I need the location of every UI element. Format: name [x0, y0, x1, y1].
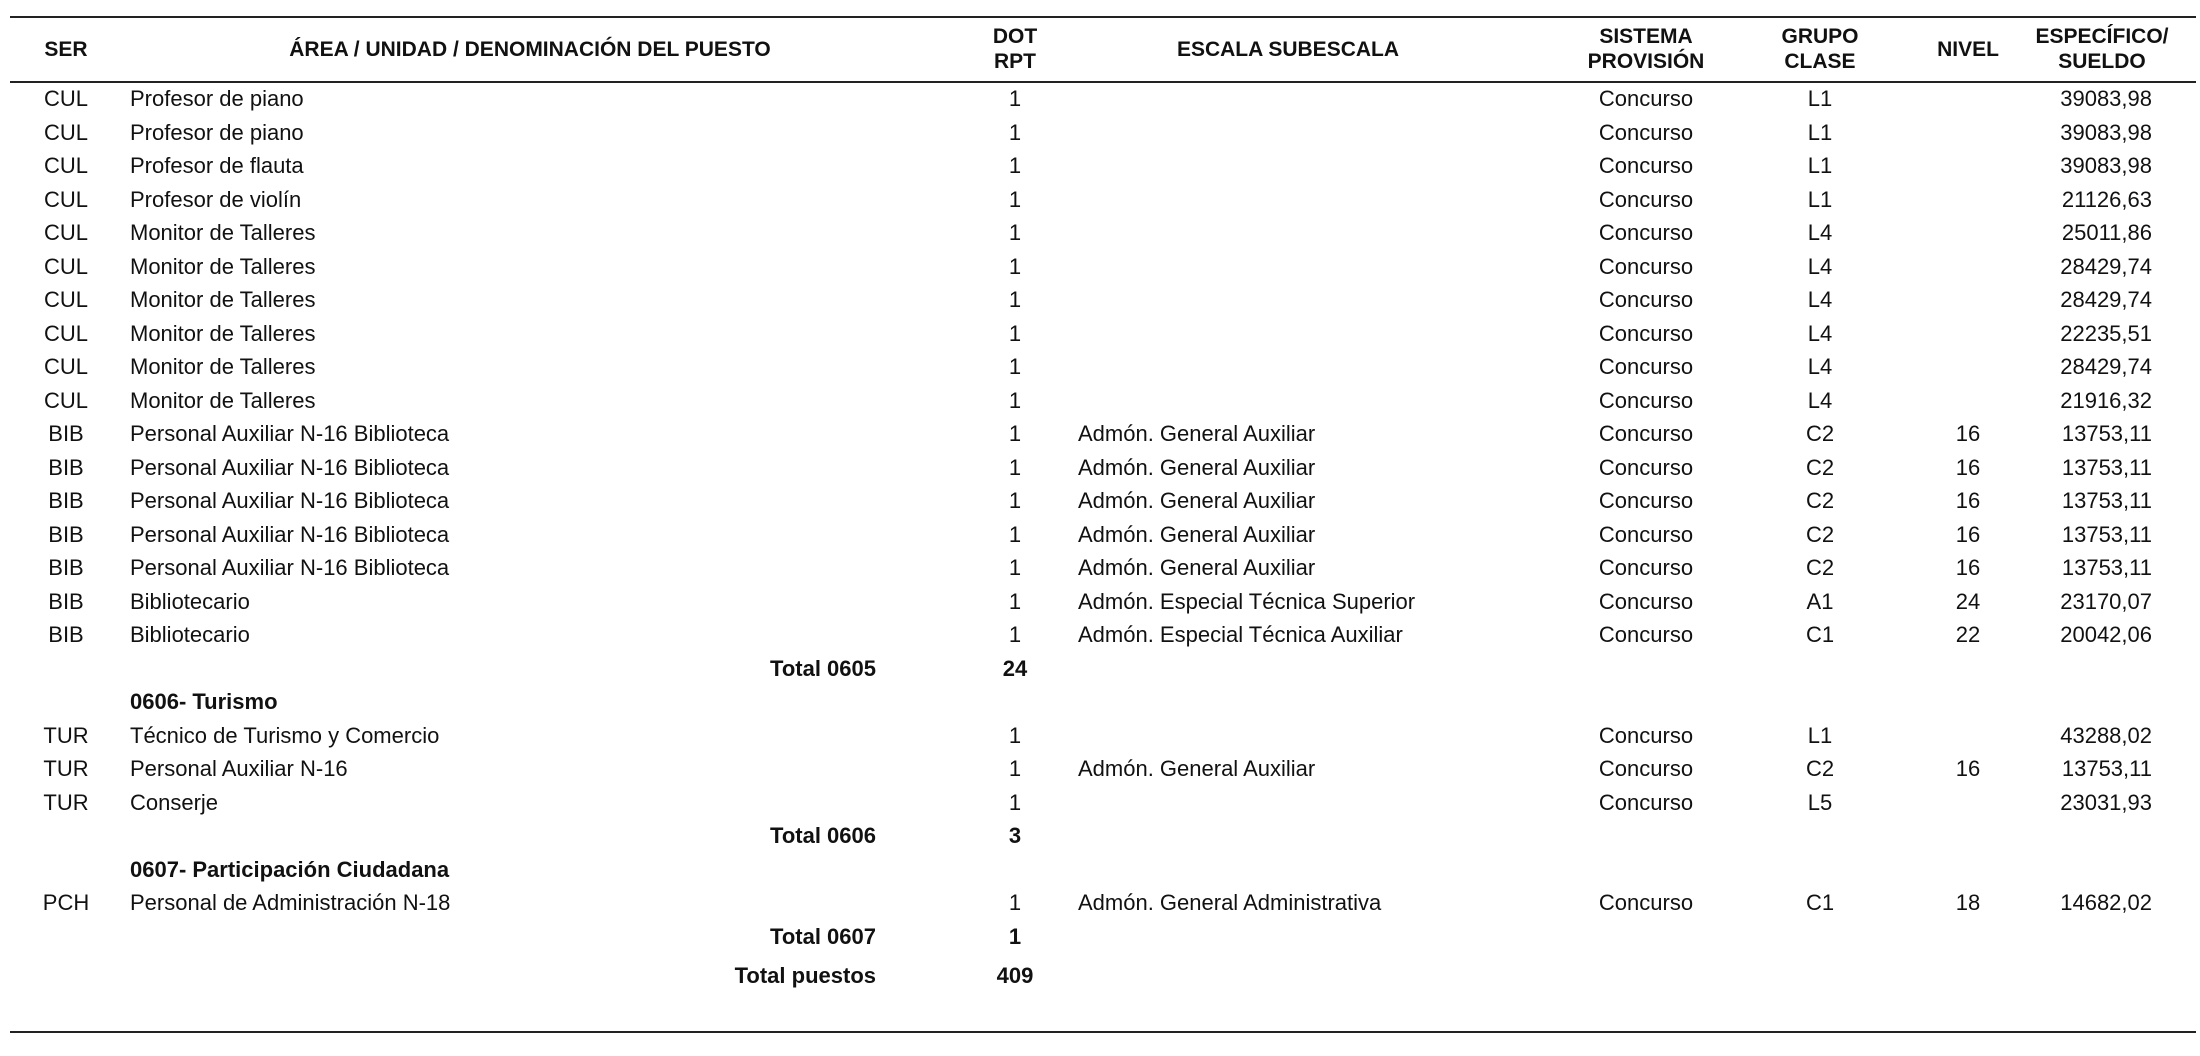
section-heading-row: [0, 853, 2200, 886]
cell-area: Personal Auxiliar N-16 Biblioteca: [130, 421, 450, 446]
cell-sistema: Concurso: [1598, 421, 1694, 446]
cell-grupo: C2: [1805, 555, 1835, 580]
table-row: [0, 183, 2200, 216]
table-row: [0, 283, 2200, 316]
cell-area: Monitor de Talleres: [130, 220, 316, 245]
cell-grupo: C2: [1805, 421, 1835, 446]
total-label: Total 0605: [770, 655, 876, 681]
cell-nivel: 16: [1955, 756, 1981, 781]
cell-especifico: 13753,11: [2061, 454, 2152, 480]
cell-dot-rpt: 1: [1008, 454, 1022, 480]
cell-ser: BIB: [48, 488, 84, 513]
cell-ser: TUR: [43, 756, 89, 781]
cell-sistema: Concurso: [1598, 119, 1694, 145]
cell-grupo: C1: [1805, 622, 1835, 647]
cell-sistema: Concurso: [1598, 220, 1694, 245]
table-row: [0, 417, 2200, 450]
table-row: [0, 250, 2200, 283]
cell-grupo: L1: [1807, 186, 1833, 212]
cell-area: Profesor de violín: [130, 186, 302, 212]
cell-especifico: 28429,74: [2060, 287, 2152, 312]
section-title: 0606- Turismo: [130, 689, 278, 714]
cell-sistema: Concurso: [1598, 387, 1694, 413]
cell-grupo: L4: [1807, 387, 1833, 413]
cell-sistema: Concurso: [1598, 756, 1694, 781]
cell-grupo: L4: [1807, 220, 1833, 245]
cell-area: Monitor de Talleres: [130, 354, 316, 379]
cell-ser: CUL: [43, 320, 88, 346]
cell-ser: CUL: [43, 86, 88, 111]
cell-nivel: 18: [1955, 890, 1981, 915]
total-value: 3: [1008, 823, 1022, 848]
cell-ser: CUL: [43, 220, 88, 245]
cell-sistema: Concurso: [1598, 354, 1694, 379]
cell-sistema: Concurso: [1598, 153, 1694, 178]
cell-sistema: Concurso: [1598, 890, 1694, 915]
cell-especifico: 21126,63: [2061, 186, 2152, 212]
cell-grupo: C2: [1805, 454, 1835, 480]
cell-especifico: 21916,32: [2060, 387, 2152, 413]
cell-sistema: Concurso: [1598, 186, 1694, 212]
cell-grupo: L4: [1807, 287, 1833, 312]
cell-ser: BIB: [48, 454, 84, 480]
cell-grupo: C2: [1805, 488, 1835, 513]
section-title: 0607- Participación Ciudadana: [130, 856, 450, 882]
cell-sistema: Concurso: [1598, 722, 1694, 748]
table-row: [0, 886, 2200, 919]
cell-grupo: L5: [1807, 789, 1833, 815]
cell-area: Personal Auxiliar N-16 Biblioteca: [130, 454, 450, 480]
cell-grupo: C2: [1805, 521, 1835, 547]
cell-especifico: 22235,51: [2060, 320, 2152, 346]
table-bottom-rule: [10, 1031, 2196, 1033]
cell-dot-rpt: 1: [1008, 521, 1022, 547]
cell-dot-rpt: 1: [1008, 421, 1022, 446]
header-escala: ESCALA SUBESCALA: [1176, 37, 1400, 61]
cell-area: Conserje: [130, 789, 219, 815]
table-row: [0, 551, 2200, 584]
total-value: 24: [1002, 655, 1028, 681]
cell-escala: Admón. General Auxiliar: [1078, 488, 1316, 513]
cell-dot-rpt: 1: [1008, 387, 1022, 413]
cell-area: Profesor de piano: [130, 119, 304, 145]
table-row: [0, 719, 2200, 752]
cell-area: Monitor de Talleres: [130, 287, 316, 312]
cell-ser: TUR: [43, 722, 89, 748]
cell-sistema: Concurso: [1598, 320, 1694, 346]
cell-ser: CUL: [43, 287, 88, 312]
cell-nivel: 16: [1955, 521, 1981, 547]
cell-area: Profesor de piano: [130, 86, 304, 111]
cell-area: Personal Auxiliar N-16: [130, 756, 348, 781]
total-row: [0, 652, 2200, 685]
header-grupo: GRUPO CLASE: [1781, 25, 1859, 73]
cell-escala: Admón. Especial Técnica Superior: [1078, 588, 1416, 614]
cell-ser: CUL: [43, 153, 88, 178]
cell-especifico: 25011,86: [2061, 220, 2152, 245]
cell-nivel: 16: [1955, 421, 1981, 446]
cell-escala: Admón. General Auxiliar: [1078, 756, 1316, 781]
cell-ser: PCH: [42, 890, 90, 915]
cell-ser: BIB: [48, 588, 84, 614]
cell-dot-rpt: 1: [1008, 86, 1022, 111]
cell-sistema: Concurso: [1598, 588, 1694, 614]
cell-dot-rpt: 1: [1008, 220, 1022, 245]
cell-ser: CUL: [43, 387, 88, 413]
cell-especifico: 39083,98: [2060, 86, 2152, 111]
cell-ser: CUL: [43, 253, 88, 279]
cell-area: Bibliotecario: [130, 622, 250, 647]
cell-ser: CUL: [43, 119, 88, 145]
table-row: [0, 451, 2200, 484]
cell-dot-rpt: 1: [1008, 622, 1022, 647]
table-row: [0, 618, 2200, 651]
cell-especifico: 13753,11: [2061, 421, 2152, 446]
cell-area: Profesor de flauta: [130, 153, 304, 178]
cell-grupo: C2: [1805, 756, 1835, 781]
total-row: [0, 920, 2200, 953]
total-row: [0, 959, 2200, 992]
cell-escala: Admón. General Auxiliar: [1078, 454, 1316, 480]
cell-nivel: 16: [1955, 454, 1981, 480]
cell-nivel: 24: [1955, 588, 1981, 614]
total-value: 1: [1008, 923, 1022, 949]
cell-especifico: 14682,02: [2060, 890, 2152, 915]
cell-sistema: Concurso: [1598, 287, 1694, 312]
cell-ser: CUL: [43, 354, 88, 379]
cell-sistema: Concurso: [1598, 789, 1694, 815]
cell-especifico: 13753,11: [2061, 521, 2152, 547]
header-ser: SER: [44, 37, 88, 61]
table-row: [0, 484, 2200, 517]
cell-dot-rpt: 1: [1008, 789, 1022, 815]
table-row: [0, 786, 2200, 819]
cell-dot-rpt: 1: [1008, 119, 1022, 145]
cell-grupo: L1: [1807, 722, 1833, 748]
total-label: Total 0606: [770, 823, 876, 848]
cell-grupo: L4: [1807, 320, 1833, 346]
table-row: [0, 350, 2200, 383]
cell-dot-rpt: 1: [1008, 287, 1022, 312]
table-row: [0, 585, 2200, 618]
cell-ser: BIB: [48, 521, 84, 547]
cell-especifico: 28429,74: [2060, 354, 2152, 379]
cell-dot-rpt: 1: [1008, 756, 1022, 781]
cell-especifico: 43288,02: [2060, 722, 2152, 748]
total-label: Total 0607: [770, 923, 876, 949]
cell-area: Técnico de Turismo y Comercio: [130, 722, 440, 748]
table-row: [0, 518, 2200, 551]
table-row: [0, 384, 2200, 417]
total-label: Total puestos: [734, 963, 876, 988]
cell-sistema: Concurso: [1598, 86, 1694, 111]
total-row: [0, 819, 2200, 852]
cell-area: Personal de Administración N-18: [130, 890, 451, 915]
cell-area: Personal Auxiliar N-16 Biblioteca: [130, 488, 450, 513]
header-dot-rpt: DOT RPT: [992, 25, 1038, 73]
cell-escala: Admón. General Auxiliar: [1078, 521, 1316, 547]
cell-especifico: 13753,11: [2061, 555, 2152, 580]
cell-especifico: 39083,98: [2060, 119, 2152, 145]
cell-dot-rpt: 1: [1008, 320, 1022, 346]
cell-grupo: C1: [1805, 890, 1835, 915]
cell-especifico: 13753,11: [2061, 756, 2152, 781]
cell-sistema: Concurso: [1598, 521, 1694, 547]
table-row: [0, 116, 2200, 149]
cell-area: Monitor de Talleres: [130, 253, 316, 279]
table-row: [0, 752, 2200, 785]
cell-especifico: 13753,11: [2061, 488, 2152, 513]
cell-dot-rpt: 1: [1008, 186, 1022, 212]
cell-grupo: L1: [1807, 153, 1833, 178]
cell-especifico: 20042,06: [2060, 622, 2152, 647]
cell-dot-rpt: 1: [1008, 588, 1022, 614]
cell-nivel: 22: [1955, 622, 1981, 647]
cell-escala: Admón. General Auxiliar: [1078, 555, 1316, 580]
cell-ser: CUL: [43, 186, 88, 212]
cell-escala: Admón. Especial Técnica Auxiliar: [1078, 622, 1403, 647]
header-nivel: NIVEL: [1937, 37, 1999, 61]
cell-escala: Admón. General Auxiliar: [1078, 421, 1316, 446]
table-row: [0, 82, 2200, 115]
cell-sistema: Concurso: [1598, 454, 1694, 480]
cell-dot-rpt: 1: [1008, 253, 1022, 279]
cell-area: Personal Auxiliar N-16 Biblioteca: [130, 521, 450, 547]
table-row: [0, 317, 2200, 350]
cell-especifico: 23031,93: [2060, 789, 2152, 815]
cell-dot-rpt: 1: [1008, 488, 1022, 513]
cell-area: Bibliotecario: [130, 588, 250, 614]
cell-dot-rpt: 1: [1008, 722, 1022, 748]
cell-grupo: L4: [1807, 253, 1833, 279]
table-row: [0, 149, 2200, 182]
cell-especifico: 39083,98: [2060, 153, 2152, 178]
cell-sistema: Concurso: [1598, 555, 1694, 580]
cell-grupo: L1: [1807, 86, 1833, 111]
cell-grupo: A1: [1806, 588, 1834, 614]
cell-especifico: 28429,74: [2060, 253, 2152, 279]
cell-grupo: L1: [1807, 119, 1833, 145]
cell-nivel: 16: [1955, 555, 1981, 580]
cell-nivel: 16: [1955, 488, 1981, 513]
cell-sistema: Concurso: [1598, 488, 1694, 513]
total-value: 409: [996, 963, 1034, 988]
section-heading-row: [0, 685, 2200, 718]
cell-ser: TUR: [43, 789, 89, 815]
table-row: [0, 216, 2200, 249]
cell-ser: BIB: [48, 622, 84, 647]
cell-sistema: Concurso: [1598, 253, 1694, 279]
header-especifico: ESPECÍFICO/ SUELDO: [2035, 25, 2169, 73]
cell-area: Personal Auxiliar N-16 Biblioteca: [130, 555, 450, 580]
table-top-rule: [10, 16, 2196, 18]
header-sistema: SISTEMA PROVISIÓN: [1587, 25, 1705, 73]
cell-escala: Admón. General Administrativa: [1078, 890, 1382, 915]
header-area: ÁREA / UNIDAD / DENOMINACIÓN DEL PUESTO: [289, 37, 771, 61]
cell-area: Monitor de Talleres: [130, 387, 316, 413]
cell-dot-rpt: 1: [1008, 890, 1022, 915]
cell-dot-rpt: 1: [1008, 153, 1022, 178]
cell-area: Monitor de Talleres: [130, 320, 316, 346]
cell-ser: BIB: [48, 555, 84, 580]
cell-grupo: L4: [1807, 354, 1833, 379]
cell-dot-rpt: 1: [1008, 354, 1022, 379]
cell-dot-rpt: 1: [1008, 555, 1022, 580]
cell-sistema: Concurso: [1598, 622, 1694, 647]
cell-especifico: 23170,07: [2060, 588, 2152, 614]
cell-ser: BIB: [48, 421, 84, 446]
